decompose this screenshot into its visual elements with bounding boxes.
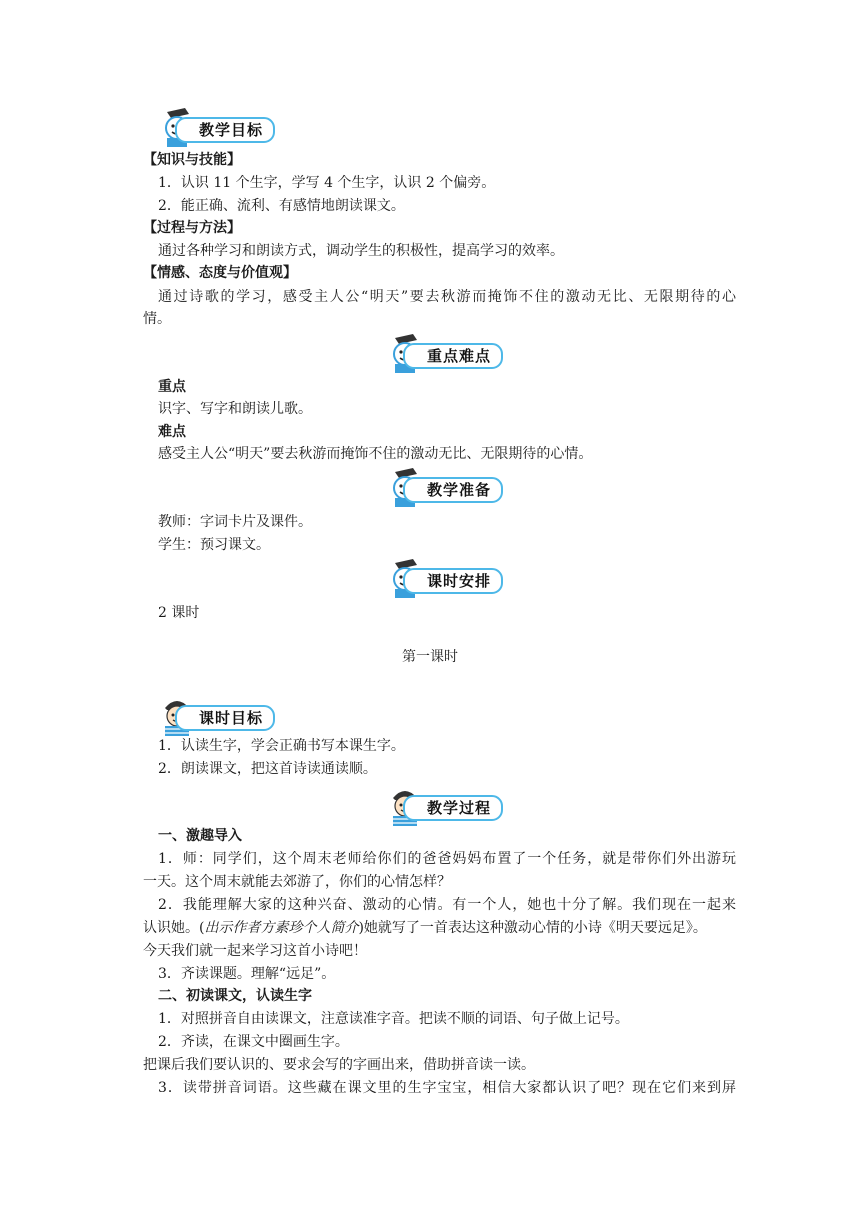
emotion-text-1: 通过诗歌的学习，感受主人公“明天”要去秋游而掩饰不住的激动无比、无限期待的心 — [158, 289, 736, 305]
emotion-text-2: 情。 — [143, 311, 171, 327]
emotion-heading: 【情感、态度与价值观】 — [143, 265, 297, 281]
p2-3: 3．读带拼音词语。这些藏在课文里的生字宝宝，相信大家都认识了吧？现在它们来到屏 — [158, 1080, 736, 1096]
difficulty-heading: 难点 — [158, 424, 186, 440]
part2-heading: 二、初读课文，认读生字 — [158, 988, 312, 1004]
p2-2b: 把课后我们要认识的、要求会写的字画出来，借助拼音读一读。 — [143, 1057, 535, 1073]
prep-student: 学生：预习课文。 — [158, 537, 270, 553]
process-heading: 【过程与方法】 — [143, 220, 241, 236]
section-badge-teaching-process — [383, 786, 513, 826]
prep-teacher: 教师：字词卡片及课件。 — [158, 514, 312, 530]
p1-1b: 一天。这个周末就能去郊游了，你们的心情怎样？ — [143, 874, 451, 890]
schedule-text: 2 课时 — [158, 605, 200, 621]
section-badge-teaching-goals — [155, 108, 285, 148]
p1-2a: 2．我能理解大家的这种兴奋、激动的心情。有一个人，她也十分了解。我们现在一起来 — [158, 897, 736, 913]
section-title: 重点难点 — [403, 343, 503, 369]
lesson-title: 第一课时 — [402, 649, 458, 665]
p1-2b — [143, 918, 707, 938]
section-badge-key-points — [383, 334, 513, 374]
p2-1: 1．对照拼音自由读课文，注意读准字音。把读不顺的词语、句子做上记号。 — [158, 1011, 629, 1027]
p1-3: 3．齐读课题。理解“远足”。 — [158, 966, 336, 982]
p1-1a: 1．师：同学们，这个周末老师给你们的爸爸妈妈布置了一个任务，就是带你们外出游玩 — [158, 851, 736, 867]
lesson-goal-2: 2．朗读课文，把这首诗读通读顺。 — [158, 761, 377, 777]
section-title: 教学目标 — [175, 117, 275, 143]
section-badge-preparation — [383, 468, 513, 508]
p1-2b-post: )她就写了一首表达这种激动心情的小诗《明天要远足》。 — [358, 920, 707, 936]
lesson-goal-1: 1．认读生字，学会正确书写本课生字。 — [158, 738, 405, 754]
author-intro: 出示作者方素珍个人简介 — [204, 920, 359, 936]
knowledge-item-2: 2．能正确、流利、有感情地朗读课文。 — [158, 198, 405, 214]
section-title: 课时目标 — [175, 705, 275, 731]
process-text: 通过各种学习和朗读方式，调动学生的积极性，提高学习的效率。 — [158, 243, 564, 259]
part1-heading: 一、激趣导入 — [158, 828, 242, 844]
section-title: 教学过程 — [403, 795, 503, 821]
difficulty-text: 感受主人公“明天”要去秋游而掩饰不住的激动无比、无限期待的心情。 — [158, 446, 593, 462]
p1-2b-pre: 认识她。( — [143, 920, 205, 936]
knowledge-heading: 【知识与技能】 — [143, 152, 241, 168]
section-title: 教学准备 — [403, 477, 503, 503]
knowledge-item-1: 1．认识 11 个生字，学写 4 个生字，认识 2 个偏旁。 — [158, 175, 496, 191]
focus-text: 识字、写字和朗读儿歌。 — [158, 401, 312, 417]
section-title: 课时安排 — [403, 568, 503, 594]
section-badge-schedule — [383, 559, 513, 599]
p1-2c: 今天我们就一起来学习这首小诗吧！ — [143, 943, 367, 959]
focus-heading: 重点 — [158, 379, 186, 395]
p2-2: 2．齐读，在课文中圈画生字。 — [158, 1034, 349, 1050]
section-badge-lesson-goals — [155, 696, 285, 736]
